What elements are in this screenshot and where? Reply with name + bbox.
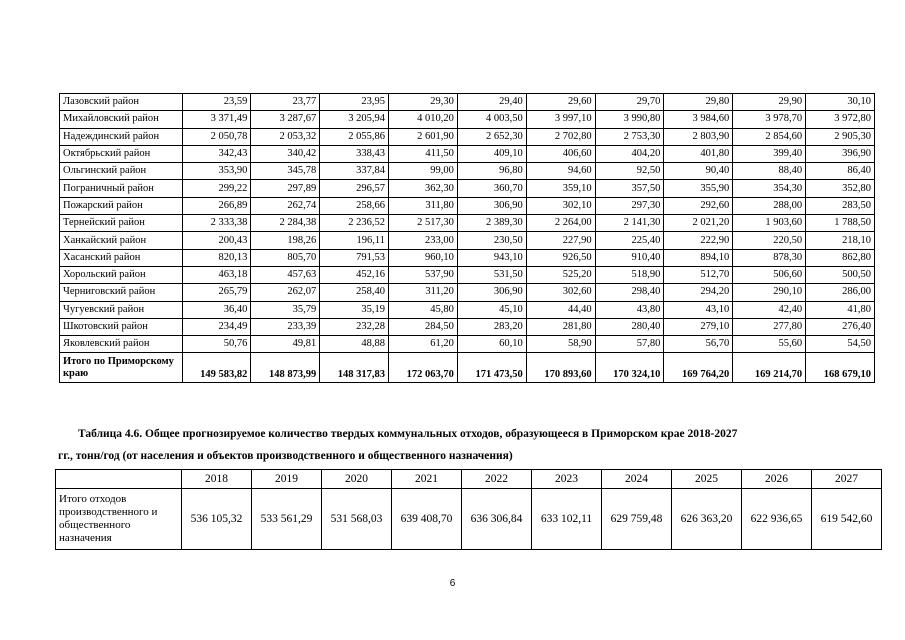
year-header-cell: 2021 <box>392 470 462 489</box>
value-cell: 35,19 <box>320 301 389 318</box>
value-cell: 35,79 <box>251 301 320 318</box>
value-cell: 2 055,86 <box>320 128 389 145</box>
year-header-cell: 2022 <box>462 470 532 489</box>
value-cell: 297,89 <box>251 180 320 197</box>
value-cell: 360,70 <box>457 180 526 197</box>
value-cell: 280,40 <box>595 318 664 335</box>
value-cell: 169 214,70 <box>733 353 806 383</box>
value-cell: 531 568,03 <box>322 489 392 550</box>
value-cell: 169 764,20 <box>664 353 733 383</box>
value-cell: 29,90 <box>733 94 806 111</box>
district-name: Ольгинский район <box>60 163 183 180</box>
value-cell: 60,10 <box>457 336 526 353</box>
district-row <box>60 284 875 301</box>
caption-line-2: гг., тонн/год (от населения и объектов производственного и общественного назначения) <box>58 450 513 462</box>
value-cell: 302,10 <box>526 197 595 214</box>
district-name: Шкотовский район <box>60 318 183 335</box>
value-cell: 362,30 <box>389 180 458 197</box>
value-cell: 533 561,29 <box>252 489 322 550</box>
value-cell: 61,20 <box>389 336 458 353</box>
value-cell: 2 803,90 <box>664 128 733 145</box>
value-cell: 172 063,70 <box>389 353 458 383</box>
value-cell: 311,80 <box>389 197 458 214</box>
value-cell: 233,00 <box>389 232 458 249</box>
district-row <box>60 215 875 232</box>
value-cell: 894,10 <box>664 249 733 266</box>
value-cell: 43,80 <box>595 301 664 318</box>
value-cell: 45,80 <box>389 301 458 318</box>
value-cell: 276,40 <box>806 318 875 335</box>
value-cell: 290,10 <box>733 284 806 301</box>
value-cell: 619 542,60 <box>812 489 882 550</box>
value-cell: 29,70 <box>595 94 664 111</box>
value-cell: 265,79 <box>182 284 251 301</box>
value-cell: 148 873,99 <box>251 353 320 383</box>
value-cell: 406,60 <box>526 145 595 162</box>
caption-line-1: Таблица 4.6. Общее прогнозируемое количество твердых коммунальных отходов, образующееся в Приморском крае 2018-2027 <box>78 428 738 440</box>
value-cell: 354,30 <box>733 180 806 197</box>
value-cell: 36,40 <box>182 301 251 318</box>
value-cell: 286,00 <box>806 284 875 301</box>
value-cell: 862,80 <box>806 249 875 266</box>
value-cell: 531,50 <box>457 266 526 283</box>
value-cell: 2 264,00 <box>526 215 595 232</box>
value-cell: 2 601,90 <box>389 128 458 145</box>
value-cell: 292,60 <box>664 197 733 214</box>
value-cell: 23,77 <box>251 94 320 111</box>
value-cell: 512,70 <box>664 266 733 283</box>
value-cell: 820,13 <box>182 249 251 266</box>
value-cell: 200,43 <box>182 232 251 249</box>
district-name: Чугуевский район <box>60 301 183 318</box>
value-cell: 2 905,30 <box>806 128 875 145</box>
district-row <box>60 94 875 111</box>
value-cell: 2 753,30 <box>595 128 664 145</box>
value-cell: 3 972,80 <box>806 111 875 128</box>
value-cell: 4 010,20 <box>389 111 458 128</box>
district-name: Михайловский район <box>60 111 183 128</box>
value-cell: 2 053,32 <box>251 128 320 145</box>
value-cell: 88,40 <box>733 163 806 180</box>
value-cell: 283,20 <box>457 318 526 335</box>
district-name: Черниговский район <box>60 284 183 301</box>
value-cell: 227,90 <box>526 232 595 249</box>
row-label: Итого отходов производственного и общественного назначения <box>56 489 182 550</box>
value-cell: 30,10 <box>806 94 875 111</box>
value-cell: 2 141,30 <box>595 215 664 232</box>
value-cell: 45,10 <box>457 301 526 318</box>
district-row <box>60 128 875 145</box>
value-cell: 44,40 <box>526 301 595 318</box>
value-cell: 54,50 <box>806 336 875 353</box>
value-cell: 345,78 <box>251 163 320 180</box>
value-cell: 500,50 <box>806 266 875 283</box>
value-cell: 2 854,60 <box>733 128 806 145</box>
district-row <box>60 163 875 180</box>
value-cell: 48,88 <box>320 336 389 353</box>
value-cell: 306,90 <box>457 197 526 214</box>
value-cell: 302,60 <box>526 284 595 301</box>
value-cell: 2 517,30 <box>389 215 458 232</box>
value-cell: 281,80 <box>526 318 595 335</box>
years-header-row <box>56 470 882 489</box>
district-row <box>60 266 875 283</box>
value-cell: 2 050,78 <box>182 128 251 145</box>
value-cell: 404,20 <box>595 145 664 162</box>
value-cell: 42,40 <box>733 301 806 318</box>
value-cell: 94,60 <box>526 163 595 180</box>
value-cell: 49,81 <box>251 336 320 353</box>
value-cell: 2 236,52 <box>320 215 389 232</box>
value-cell: 220,50 <box>733 232 806 249</box>
district-name: Хорольский район <box>60 266 183 283</box>
value-cell: 791,53 <box>320 249 389 266</box>
value-cell: 266,89 <box>182 197 251 214</box>
value-cell: 537,90 <box>389 266 458 283</box>
year-header-cell: 2023 <box>532 470 602 489</box>
value-cell: 452,16 <box>320 266 389 283</box>
value-cell: 636 306,84 <box>462 489 532 550</box>
value-cell: 311,20 <box>389 284 458 301</box>
total-waste-forecast-table <box>55 469 882 550</box>
value-cell: 225,40 <box>595 232 664 249</box>
value-cell: 3 371,49 <box>182 111 251 128</box>
value-cell: 1 788,50 <box>806 215 875 232</box>
value-cell: 171 473,50 <box>457 353 526 383</box>
value-cell: 2 702,80 <box>526 128 595 145</box>
value-cell: 355,90 <box>664 180 733 197</box>
district-row <box>60 336 875 353</box>
header-empty-cell <box>56 470 182 489</box>
district-row <box>60 111 875 128</box>
value-cell: 262,07 <box>251 284 320 301</box>
value-cell: 258,40 <box>320 284 389 301</box>
value-cell: 3 984,60 <box>664 111 733 128</box>
value-cell: 170 893,60 <box>526 353 595 383</box>
value-cell: 29,30 <box>389 94 458 111</box>
value-cell: 4 003,50 <box>457 111 526 128</box>
value-cell: 288,00 <box>733 197 806 214</box>
value-cell: 3 997,10 <box>526 111 595 128</box>
value-cell: 233,39 <box>251 318 320 335</box>
value-cell: 338,43 <box>320 145 389 162</box>
value-cell: 359,10 <box>526 180 595 197</box>
value-cell: 340,42 <box>251 145 320 162</box>
value-cell: 198,26 <box>251 232 320 249</box>
district-name: Октябрьский район <box>60 145 183 162</box>
value-cell: 401,80 <box>664 145 733 162</box>
value-cell: 518,90 <box>595 266 664 283</box>
value-cell: 279,10 <box>664 318 733 335</box>
value-cell: 622 936,65 <box>742 489 812 550</box>
year-header-cell: 2019 <box>252 470 322 489</box>
value-cell: 399,40 <box>733 145 806 162</box>
value-cell: 168 679,10 <box>806 353 875 383</box>
district-row <box>60 249 875 266</box>
value-cell: 409,10 <box>457 145 526 162</box>
year-header-cell: 2026 <box>742 470 812 489</box>
value-cell: 463,18 <box>182 266 251 283</box>
district-name: Надеждинский район <box>60 128 183 145</box>
value-cell: 878,30 <box>733 249 806 266</box>
value-cell: 352,80 <box>806 180 875 197</box>
value-cell: 99,00 <box>389 163 458 180</box>
value-cell: 342,43 <box>182 145 251 162</box>
value-cell: 411,50 <box>389 145 458 162</box>
value-cell: 960,10 <box>389 249 458 266</box>
value-cell: 357,50 <box>595 180 664 197</box>
district-name: Тернейский район <box>60 215 183 232</box>
value-cell: 23,95 <box>320 94 389 111</box>
value-cell: 262,74 <box>251 197 320 214</box>
value-cell: 57,80 <box>595 336 664 353</box>
table-4-6-caption <box>58 428 868 462</box>
districts-waste-table <box>59 93 875 383</box>
value-cell: 337,84 <box>320 163 389 180</box>
value-cell: 234,49 <box>182 318 251 335</box>
value-cell: 55,60 <box>733 336 806 353</box>
value-cell: 353,90 <box>182 163 251 180</box>
value-cell: 258,66 <box>320 197 389 214</box>
value-cell: 2 333,38 <box>182 215 251 232</box>
value-cell: 943,10 <box>457 249 526 266</box>
value-cell: 536 105,32 <box>182 489 252 550</box>
value-cell: 170 324,10 <box>595 353 664 383</box>
value-cell: 525,20 <box>526 266 595 283</box>
district-row <box>60 301 875 318</box>
value-cell: 50,76 <box>182 336 251 353</box>
value-cell: 396,90 <box>806 145 875 162</box>
value-cell: 29,40 <box>457 94 526 111</box>
value-cell: 457,63 <box>251 266 320 283</box>
value-cell: 299,22 <box>182 180 251 197</box>
value-cell: 222,90 <box>664 232 733 249</box>
value-cell: 294,20 <box>664 284 733 301</box>
value-cell: 3 990,80 <box>595 111 664 128</box>
value-cell: 29,60 <box>526 94 595 111</box>
total-waste-row <box>56 489 882 550</box>
value-cell: 43,10 <box>664 301 733 318</box>
value-cell: 805,70 <box>251 249 320 266</box>
value-cell: 92,50 <box>595 163 664 180</box>
year-header-cell: 2018 <box>182 470 252 489</box>
value-cell: 196,11 <box>320 232 389 249</box>
district-row <box>60 232 875 249</box>
district-name: Лазовский район <box>60 94 183 111</box>
value-cell: 230,50 <box>457 232 526 249</box>
value-cell: 2 284,38 <box>251 215 320 232</box>
value-cell: 926,50 <box>526 249 595 266</box>
value-cell: 306,90 <box>457 284 526 301</box>
year-header-cell: 2020 <box>322 470 392 489</box>
value-cell: 218,10 <box>806 232 875 249</box>
value-cell: 506,60 <box>733 266 806 283</box>
year-header-cell: 2027 <box>812 470 882 489</box>
district-row <box>60 180 875 197</box>
value-cell: 2 021,20 <box>664 215 733 232</box>
value-cell: 284,50 <box>389 318 458 335</box>
district-name: Пограничный район <box>60 180 183 197</box>
district-name: Итого по Приморскому краю <box>60 353 183 383</box>
value-cell: 148 317,83 <box>320 353 389 383</box>
total-row <box>60 353 875 383</box>
district-row <box>60 197 875 214</box>
value-cell: 96,80 <box>457 163 526 180</box>
value-cell: 297,30 <box>595 197 664 214</box>
value-cell: 56,70 <box>664 336 733 353</box>
year-header-cell: 2024 <box>602 470 672 489</box>
value-cell: 23,59 <box>182 94 251 111</box>
value-cell: 3 287,67 <box>251 111 320 128</box>
value-cell: 2 389,30 <box>457 215 526 232</box>
value-cell: 149 583,82 <box>182 353 251 383</box>
value-cell: 41,80 <box>806 301 875 318</box>
value-cell: 58,90 <box>526 336 595 353</box>
page-number: 6 <box>449 578 456 589</box>
value-cell: 1 903,60 <box>733 215 806 232</box>
district-name: Яковлевский район <box>60 336 183 353</box>
value-cell: 277,80 <box>733 318 806 335</box>
year-header-cell: 2025 <box>672 470 742 489</box>
value-cell: 910,40 <box>595 249 664 266</box>
value-cell: 283,50 <box>806 197 875 214</box>
value-cell: 633 102,11 <box>532 489 602 550</box>
value-cell: 86,40 <box>806 163 875 180</box>
value-cell: 629 759,48 <box>602 489 672 550</box>
value-cell: 232,28 <box>320 318 389 335</box>
value-cell: 2 652,30 <box>457 128 526 145</box>
district-row <box>60 318 875 335</box>
district-row <box>60 145 875 162</box>
value-cell: 29,80 <box>664 94 733 111</box>
district-name: Пожарский район <box>60 197 183 214</box>
district-name: Ханкайский район <box>60 232 183 249</box>
value-cell: 639 408,70 <box>392 489 462 550</box>
value-cell: 3 205,94 <box>320 111 389 128</box>
value-cell: 3 978,70 <box>733 111 806 128</box>
district-name: Хасанский район <box>60 249 183 266</box>
value-cell: 626 363,20 <box>672 489 742 550</box>
value-cell: 90,40 <box>664 163 733 180</box>
value-cell: 296,57 <box>320 180 389 197</box>
value-cell: 298,40 <box>595 284 664 301</box>
